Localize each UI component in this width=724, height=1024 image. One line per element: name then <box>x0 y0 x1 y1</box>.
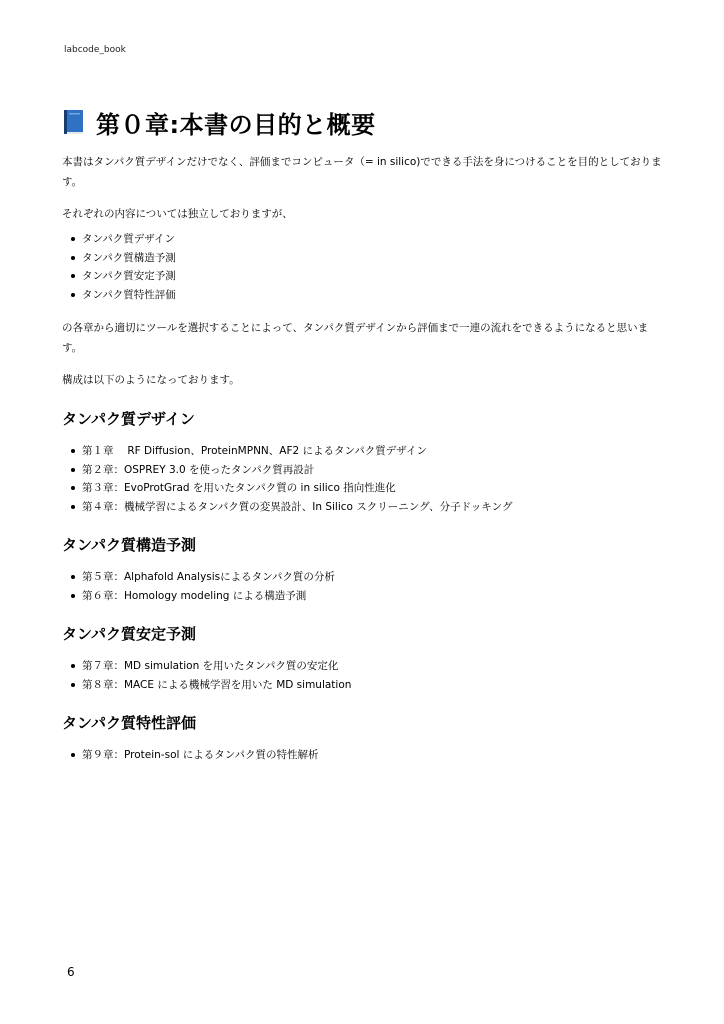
chapter-title-row <box>62 100 662 144</box>
page-content <box>62 100 662 779</box>
list-item: 第７章：MD simulation を用いたタンパク質の安定化 <box>71 657 662 676</box>
chapter-list <box>62 657 662 694</box>
list-item: 第８章：MACE による機械学習を用いた MD simulation <box>71 676 662 695</box>
list-item: タンパク質安定予測 <box>71 267 662 286</box>
list-item: タンパク質構造予測 <box>71 249 662 268</box>
chapter-list <box>62 568 662 605</box>
page-number: 6 <box>67 965 75 979</box>
intro-paragraph: 構成は以下のようになっております。 <box>62 374 240 386</box>
topic-list <box>62 230 662 304</box>
chapter-list <box>62 442 662 516</box>
list-item: 第６章：Homology modeling による構造予測 <box>71 587 662 606</box>
list-item: 第２章：OSPREY 3.0 を使ったタンパク質再設計 <box>71 461 662 480</box>
book-icon <box>62 109 86 135</box>
intro-paragraph: 本書はタンパク質デザインだけでなく、評価までコンピュータ（= in silico)でできる手法を身につけることを目的としております。 <box>62 156 662 188</box>
section-heading: タンパク質構造予測 <box>62 536 196 554</box>
chapter-title: 第０章:本書の目的と概要 <box>96 110 376 139</box>
list-item: 第９章：Protein-sol によるタンパク質の特性解析 <box>71 746 662 765</box>
list-item: 第１章 RF Diffusion、ProteinMPNN、AF2 によるタンパク質デザイン <box>71 442 662 461</box>
list-item: タンパク質特性評価 <box>71 286 662 305</box>
intro-paragraph: それぞれの内容については独立しておりますが、 <box>62 208 293 220</box>
running-header: labcode_book <box>64 45 126 55</box>
list-item: タンパク質デザイン <box>71 230 662 249</box>
list-item: 第３章：EvoProtGrad を用いたタンパク質の in silico 指向性進化 <box>71 479 662 498</box>
section-heading: タンパク質安定予測 <box>62 625 196 643</box>
intro-paragraph: の各章から適切にツールを選択することによって、タンパク質デザインから評価まで一連の流れをできるようになると思います。 <box>62 322 649 354</box>
list-item: 第４章：機械学習によるタンパク質の変異設計、In Silico スクリーニング、分子ドッキング <box>71 498 662 517</box>
chapter-list <box>62 746 662 765</box>
section-heading: タンパク質デザイン <box>62 410 195 428</box>
section-heading: タンパク質特性評価 <box>62 714 196 732</box>
list-item: 第５章：Alphafold Analysisによるタンパク質の分析 <box>71 568 662 587</box>
